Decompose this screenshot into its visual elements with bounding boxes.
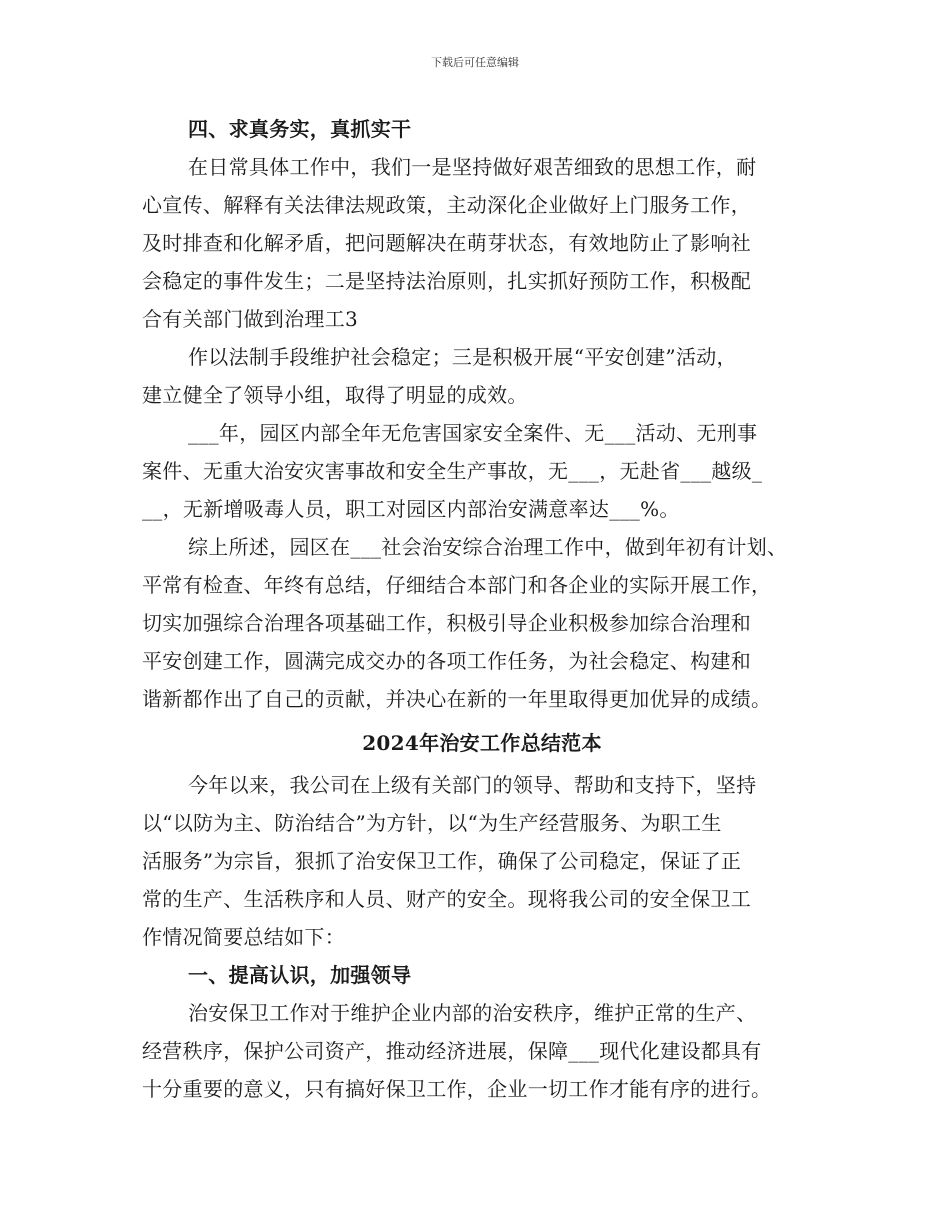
section-heading: 四、求真务实，真抓实干 — [188, 117, 412, 141]
paragraph-line: 作以法制手段维护社会稳定；三是积极开展“平安创建”活动， — [188, 345, 737, 369]
paragraph-line: 综上所述，园区在___社会治安综合治理工作中，做到年初有计划、 — [188, 535, 788, 559]
paragraph-line: 经营秩序，保护公司资产，推动经济进展，保障___现代化建设都具有 — [142, 1039, 762, 1063]
page-header-note: 下载后可任意编辑 — [431, 56, 519, 69]
paragraph-line: 会稳定的事件发生；二是坚持法治原则，扎实抓好预防工作，积极配 — [142, 269, 751, 293]
paragraph-line: 活服务”为宗旨，狠抓了治安保卫工作，确保了公司稳定，保证了正 — [142, 849, 742, 873]
paragraph-line: 心宣传、解释有关法律法规政策，主动深化企业做好上门服务工作， — [142, 193, 751, 217]
paragraph-line: 平常有检查、年终有总结，仔细结合本部门和各企业的实际开展工作， — [142, 573, 772, 597]
paragraph-line: 在日常具体工作中，我们一是坚持做好艰苦细致的思想工作，耐 — [188, 155, 757, 179]
paragraph-line: 以“以防为主、防治结合”为方针，以“为生产经营服务、为职工生 — [142, 811, 722, 835]
section-heading: 一、提高认识，加强领导 — [188, 963, 412, 987]
paragraph-line: 平安创建工作，圆满完成交办的各项工作任务，为社会稳定、构建和 — [142, 649, 751, 673]
paragraph-line: 十分重要的意义，只有搞好保卫工作，企业一切工作才能有序的进行。 — [142, 1077, 772, 1101]
paragraph-line: 切实加强综合治理各项基础工作，积极引导企业积极参加综合治理和 — [142, 611, 751, 635]
paragraph-line: 谐新都作出了自己的贡献，并决心在新的一年里取得更加优异的成绩。 — [142, 687, 772, 711]
paragraph-line: 及时排查和化解矛盾，把问题解决在萌芽状态，有效地防止了影响社 — [142, 231, 751, 255]
paragraph-line: 治安保卫工作对于维护企业内部的治安秩序，维护正常的生产、 — [188, 1001, 757, 1025]
document-title: 2024年治安工作总结范本 — [362, 731, 602, 755]
document-body — [142, 110, 822, 1108]
paragraph-line: ___年，园区内部全年无危害国家安全案件、无___活动、无刑事 — [188, 421, 758, 445]
paragraph-line: 今年以来，我公司在上级有关部门的领导、帮助和支持下，坚持 — [188, 773, 757, 797]
paragraph-line: 作情况简要总结如下： — [142, 925, 345, 949]
paragraph-line: 常的生产、生活秩序和人员、财产的安全。现将我公司的安全保卫工 — [142, 887, 751, 911]
paragraph-line: 合有关部门做到治理工3 — [142, 307, 359, 331]
paragraph-line: 案件、无重大治安灾害事故和安全生产事故，无___，无赴省___越级_ — [142, 459, 763, 483]
paragraph-line: 建立健全了领导小组，取得了明显的成效。 — [142, 383, 528, 407]
paragraph-line: __，无新增吸毒人员，职工对园区内部治安满意率达___%。 — [142, 497, 680, 521]
